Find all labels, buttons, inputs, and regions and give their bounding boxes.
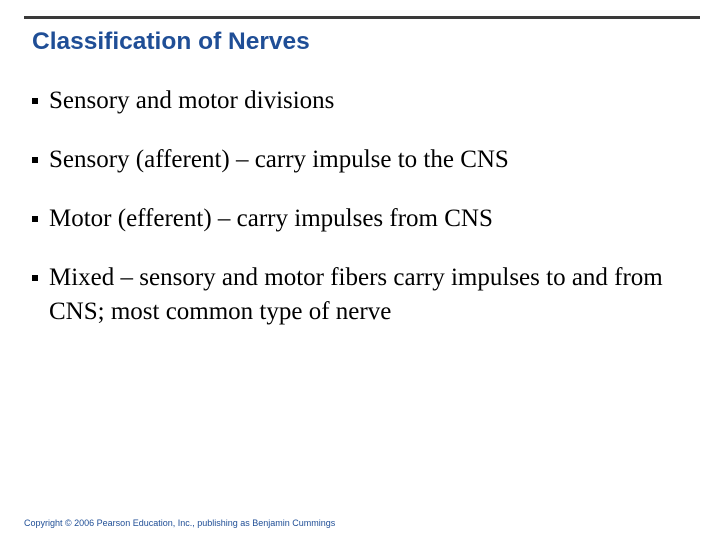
list-item (28, 143, 688, 177)
square-bullet-icon (32, 157, 38, 163)
bullet-list (28, 84, 688, 354)
bullet-text: Sensory (afferent) – carry impulse to the CNS (49, 146, 509, 173)
title-divider (24, 16, 700, 19)
slide-title: Classification of Nerves (32, 28, 310, 55)
square-bullet-icon (32, 216, 38, 222)
list-item (28, 202, 688, 236)
copyright-footer: Copyright © 2006 Pearson Education, Inc., publishing as Benjamin Cummings (24, 518, 336, 528)
list-item (28, 84, 688, 118)
bullet-text: Sensory and motor divisions (49, 87, 335, 114)
square-bullet-icon (32, 98, 38, 104)
list-item (28, 261, 688, 329)
square-bullet-icon (32, 275, 38, 281)
bullet-text: Motor (efferent) – carry impulses from CNS (49, 205, 493, 232)
bullet-text: Mixed – sensory and motor fibers carry impulses to and from CNS; most common type of nerve (49, 264, 663, 325)
